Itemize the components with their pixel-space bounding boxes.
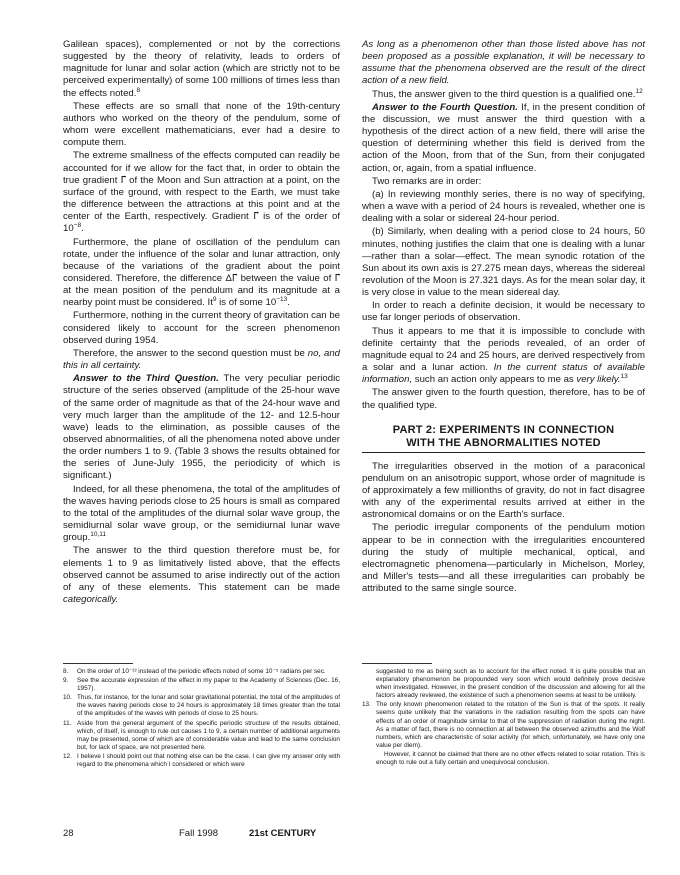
paragraph: Answer to the Third Question. The very peculiar periodic structure of the series observed (amplitude of the 25-hour wave of the same order of magnitude as that of the 24-hour wave and very much larger than the amplitude of the 12- and 12.5-hour wave) leads to the elimination, as possible causes of the observed abnormalities, of all the phenomena noted above under the order numbers 1 to 9. (Table 3 shows the results obtained for the series of June-July 1955, the periodicity of which is significant.) [63,373,341,482]
paragraph: Thus, the answer given to the third question is a qualified one.$^{12}$ [372,87,643,100]
magazine-name: 21st CENTURY [249,828,317,839]
section-heading-inline: Answer to the Fourth Question. [372,101,518,113]
paragraph: In order to reach a definite decision, it would be necessary to use far longer periods of observation. [362,300,645,324]
paragraph: (b) Similarly, when dealing with a period close to 24 hours, 50 minutes, nothing justifies the claim that one is dealing with a lunar—rather than a solar—effect. The mean synodic rotation of the Sun about its own axis is 27.275 mean days, whereas the sidereal revolution of the Moon is 27.321 days. As for the mean solar day, it is very close in value to the mean sidereal day. [362,226,645,299]
paragraph: The answer given to the fourth question, therefore, has to be of the qualified type. [362,387,645,411]
footnote: 12. I believe I should point out that nothing else can be the case. I can give my answer only with regard to the phenomena which I considered or which were [63,752,340,769]
paragraph: (a) In reviewing monthly series, there is no way of specifying, when a wave with a period of 24 hours is revealed, whether one is dealing with a solar or sidereal 24-hour period. [362,188,645,225]
paragraph: As long as a phenomenon other than those listed above has not been proposed as a possible explanation, it will be necessary to assume that the phenomena observed are the result of the direct action of a new field. [362,39,645,87]
paragraph: The irregularities observed in the motion of a paraconical pendulum on an anisotropic support, whose order of magnitude is of approximately a few millionths of gravity, do not in fact disagree with any of the experimental results arrived at either in the astronomical domains or on the Earth's surface. [362,460,645,521]
footnotes-right [362,668,645,768]
footnotes-left [63,668,340,770]
footnote: 10. Thus, for instance, for the lunar and solar gravitational potential, the total of the amplitudes of the waves having periods close to 24 hours is approximately 18 times greater than the total of the amplitudes of the waves with periods of close to 25 hours. [63,694,340,718]
paragraph: The extreme smallness of the effects computed can readily be accounted for if we allow for the fact that, in order to obtain the true gradient Γ⃗ of the Moon and Sun attraction at a point, on the surface of the ground, with respect to the Earth, we must take the difference between the attractions at this point and at the center of the Earth, respectively. Gradient Γ⃗ is of the order of $10^{-8}$. [63,150,340,235]
footnote-divider [362,663,432,664]
right-column [362,39,645,596]
section-heading: PART 2: EXPERIMENTS IN CONNECTION WITH THE ABNORMALITIES NOTED [362,424,645,453]
paragraph: Two remarks are in order: [372,175,482,187]
footnote-continuation: suggested to me as being such as to account for the effect noted. It is quite possible that an explanatory phenomenon be propounded very soon which would definitely prove decisive when investigated. However, in the present condition of the discussion and allowing for all the factors already reviewed, the existence of such a phenomenon seems at least to be unlikely. [376,668,645,700]
paragraph: Therefore, the answer to the second question must be no, and this in all certainty. [63,347,340,372]
paragraph: Furthermore, nothing in the current theory of gravitation can be considered likely to account for the screen phenomenon observed during 1954. [63,310,340,346]
paragraph: Furthermore, the plane of oscillation of the pendulum can rotate, under the influence of the solar and lunar attraction, only because of the variations of the gradient about the point considered. Therefore, the difference ΔΓ⃗ between the value of Γ⃗ at the mean position of the pendulum and its magnitude at a nearby point must be considered. It$^9$ is of some $10^{-13}$. [63,236,340,309]
paragraph: The periodic irregular components of the pendulum motion appear to be in connection with the irregularities encountered during the study of multiple mechanical, optical, and electromagnetic phenomena—particularly in Michelson, Morley, and Miller's tests—and all these irregularities can probably be attributed to the same single source. [362,522,645,595]
section-heading-inline: Answer to the Third Question. [73,373,219,385]
footnote: 11. Aside from the general argument of the specific periodic structure of the results obtained, which, of itself, is enough to rule out causes 1 to 9, a certain number of additional arguments may be presented, some of which are of considerable value and lead to the same conclusion but, for lack of space, are not presented here. [63,719,340,751]
paragraph: The answer to the third question therefore must be, for elements 1 to 9 as limitatively listed above, that the effects observed cannot be assumed to arise indirectly out of the action of any of these elements. This statement can be made categorically. [63,545,340,606]
footnote: 9. See the accurate expression of the effect in my paper to the Academy of Sciences (Dec. 16, 1957). [63,677,340,693]
footnote-paragraph: However, it cannot be claimed that there are no other effects related to solar rotation. This is enough to rule out a fully certain and unequivocal conclusion. [376,750,645,767]
paragraph: Answer to the Fourth Question. If, in the present condition of the discussion, we must answer the third question with a hypothesis of the direct action of a new field, there will arise the question of determining whether this field is derived from the action of the Moon, from that of the Sun, from their conjugated action, or, again, from a spatial influence. [362,101,646,174]
issue-date: Fall 1998 [179,828,219,839]
page-number: 28 [63,828,74,839]
paragraph: These effects are so small that none of the 19th-century authors who worked on the theory of the pendulum, some of whom were excellent mathematicians, ever had a desire to compute them. [63,100,340,149]
footnote: 8. On the order of 10⁻¹³ instead of the periodic effects noted of some 10⁻⁵ radians per sec. [63,668,326,675]
paragraph: Thus it appears to me that it is impossible to conclude with definite certainty that the periods revealed, of an order of magnitude equal to 24 and 25 hours, are derived respectively from a solar and a lunar action. In the current status of available information, such an action only appears to me as very likely.$^{13}$ [362,325,645,386]
paragraph: Indeed, for all these phenomena, the total of the amplitudes of the waves having periods close to 25 hours is small as compared to the total of the amplitudes of the diurnal solar wave group, the semidiurnal solar wave group, or the semidiurnal lunar wave group.$^{10,11}$ [63,483,340,544]
footnote: 13. The only known phenomenon related to the rotation of the Sun is that of the spots. It really seems quite unlikely that the variations in the radiation resulting from the spots can have effects of an order of magnitude similar to that of the suppression of radiation during the night. As a matter of fact, there is no connection at all between the observed azimuths and the Wolf numbers, which are characteristic of solar activity (for which, unfortunately, we have only one value per diem). [362,701,645,749]
footnote-divider [63,663,133,664]
paragraph: Galilean spaces), complemented or not by the corrections suggested by the theory of relativity, leads to orders of magnitude for lunar and solar action (which are strictly not to be perceived experimentally) of some 100 millions of times less than the effects noted.$^8$ [63,39,340,99]
left-column [63,39,340,607]
